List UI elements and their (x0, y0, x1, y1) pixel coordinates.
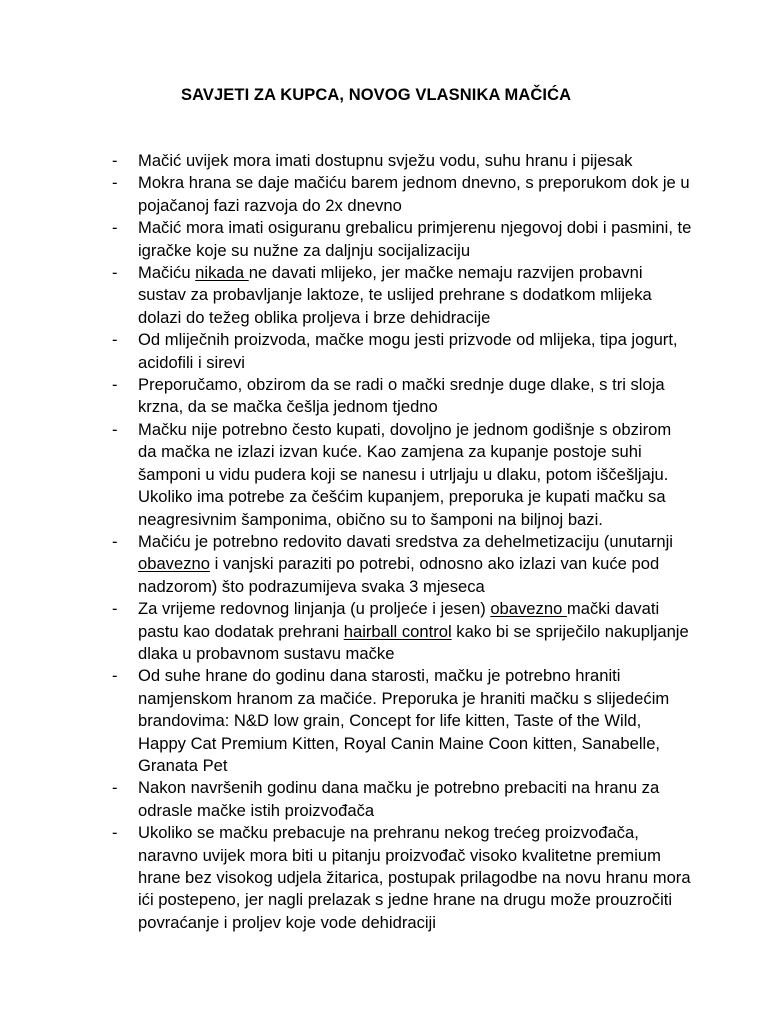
text-segment: Mačiću je potrebno redovito davati sredstva za dehelmetizaciju (unutarnji (138, 531, 673, 551)
text-segment: mački davati pastu kao dodatak prehrani (138, 599, 660, 641)
text-segment: Mačiću (138, 263, 196, 283)
bullet-dash: - (112, 823, 118, 843)
bullet-dash: - (112, 778, 118, 798)
list-item-text (138, 263, 652, 327)
underlined-emphasis: nikada (195, 263, 249, 283)
list-item (112, 531, 692, 598)
bullet-dash: - (112, 173, 118, 193)
list-item (112, 172, 692, 217)
bullet-dash: - (112, 375, 118, 395)
text-segment: ne davati mlijeko, jer mačke nemaju razvijen probavni sustav za probavljanje laktoze, te uslijed prehrane s dodatkom mlijeka dolazi do težeg oblika proljeva i brze dehidracije (138, 263, 652, 327)
text-segment: i vanjski paraziti po potrebi, odnosno ako izlazi van kuće pod nadzorom) što podrazumijeva svaka 3 mjeseca (138, 554, 660, 596)
bullet-dash: - (112, 531, 118, 551)
list-item-text (138, 532, 673, 596)
list-item (112, 777, 692, 822)
list-item (112, 150, 692, 172)
bullet-dash: - (112, 666, 118, 686)
bullet-dash: - (112, 599, 118, 619)
advice-list (112, 150, 692, 934)
document-title: SAVJETI ZA KUPCA, NOVOG VLASNIKA MAČIĆA (181, 86, 572, 104)
list-item-text: Mokra hrana se daje mačiću barem jednom dnevno, s preporukom dok je u pojačanoj fazi razvoja do 2x dnevno (138, 173, 690, 215)
underlined-emphasis: obavezno (490, 599, 567, 619)
list-item (112, 374, 692, 419)
list-item (112, 665, 692, 777)
text-segment: Za vrijeme redovnog linjanja (u proljeće i jesen) (138, 599, 491, 619)
bullet-dash: - (112, 419, 118, 439)
list-item-text (138, 599, 689, 663)
list-item (112, 419, 692, 531)
list-item-text: Nakon navršenih godinu dana mačku je potrebno prebaciti na hranu za odrasle mačke istih proizvođača (138, 778, 660, 820)
list-item-text: Od mliječnih proizvoda, mačke mogu jesti prizvode od mlijeka, tipa jogurt, acidofili i sirevi (138, 330, 678, 372)
underlined-emphasis: obavezno (138, 554, 210, 574)
list-item (112, 822, 692, 934)
list-item-text: Mačić mora imati osiguranu grebalicu primjerenu njegovoj dobi i pasmini, te igračke koje su nužne za daljnju socijalizaciju (138, 218, 692, 260)
underlined-emphasis: hairball control (343, 621, 452, 641)
list-item (112, 329, 692, 374)
list-item-text: Od suhe hrane do godinu dana starosti, mačku je potrebno hraniti namjenskom hranom za mačiće. Preporuka je hraniti mačku s slijedećim brandovima: N&D low grain, Concept for life kitten, Taste of the Wild, Happy Cat Premium Kitten, Royal Canin Maine Coon kitten, Sanabelle, Granata Pet (138, 666, 670, 775)
bullet-dash: - (112, 263, 118, 283)
list-item (112, 262, 692, 329)
bullet-dash: - (112, 151, 118, 170)
list-item (112, 598, 692, 665)
list-item-text: Preporučamo, obzirom da se radi o mački srednje duge dlake, s tri sloja krzna, da se mačka češlja jednom tjedno (138, 375, 665, 417)
list-item-text: Ukoliko se mačku prebacuje na prehranu nekog trećeg proizvođača, naravno uvijek mora biti u pitanju proizvođač visoko kvalitetne premium hrane bez visokog udjela žitarica, postupak prilagodbe na novu hranu mora ići postepeno, jer nagli prelazak s jedne hrane na drugu može prouzročiti povraćanje i proljev koje vode dehidraciji (138, 823, 691, 932)
list-item-text: Mačku nije potrebno često kupati, dovoljno je jednom godišnje s obzirom da mačka ne izlazi izvan kuće. Kao zamjena za kupanje postoje suhi šamponi u vidu pudera koji se nanesu i utrljaju u dlaku, potom iščešljaju. Ukoliko ima potrebe za češćim kupanjem, preporuka je kupati mačku sa neagresivnim šamponima, obično su to šamponi na biljnoj bazi. (138, 419, 672, 529)
list-item-text: Mačić uvijek mora imati dostupnu svježu vodu, suhu hranu i pijesak (138, 151, 633, 170)
bullet-dash: - (112, 330, 118, 350)
bullet-dash: - (112, 218, 118, 238)
list-item (112, 217, 692, 262)
text-segment: kako bi se spriječilo nakupljanje dlaka u probavnom sustavu mačke (138, 621, 689, 663)
